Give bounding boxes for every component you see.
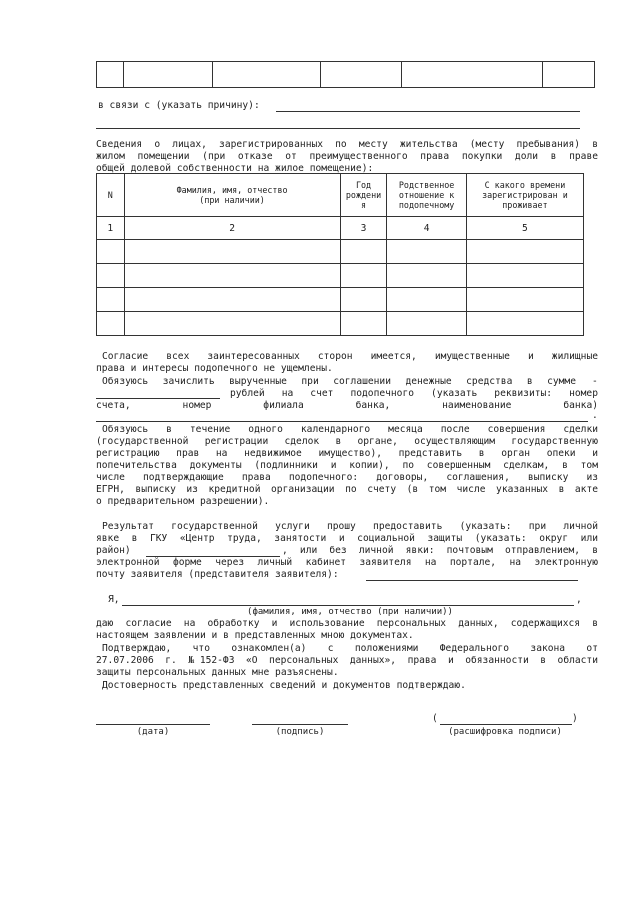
consent-line: права и интересы подопечного не ущемлены. <box>96 363 333 374</box>
submit-line: Обязуюсь в течение одного календарного месяца после совершения сделки <box>102 424 598 435</box>
personal-data-line: настоящем заявлении и в представленных мною документах. <box>96 630 414 641</box>
table-row <box>97 240 584 264</box>
email-input-line[interactable] <box>366 580 578 581</box>
transfer-dash: - <box>592 376 598 387</box>
personal-data-line: даю согласие на обработку и использование персональных данных, содержащихся в <box>96 618 598 629</box>
top-cell[interactable] <box>124 62 213 88</box>
decode-input-line[interactable] <box>440 724 572 725</box>
table-cell[interactable] <box>387 312 466 336</box>
top-cell[interactable] <box>542 62 594 88</box>
decode-open-paren: ( <box>432 713 438 724</box>
sum-input-line[interactable] <box>96 398 220 399</box>
table-cell[interactable] <box>340 288 387 312</box>
table-cell[interactable] <box>124 288 340 312</box>
submit-line: попечительства документы (подлинники и копии), по совершенным сделкам, в том <box>96 460 598 471</box>
decode-caption: (расшифровка подписи) <box>448 727 562 737</box>
header-relation-line: отношение к <box>398 190 455 200</box>
fio-caption: (фамилия, имя, отчество (при наличии)) <box>247 607 453 617</box>
header-relation <box>387 174 466 217</box>
date-input-line[interactable] <box>96 724 210 725</box>
result-line: почту заявителя (представителя заявителя): <box>96 569 339 580</box>
persons-intro-line: общей долевой собственности на жилое помещение): <box>96 163 374 174</box>
table-cell[interactable] <box>124 240 340 264</box>
table-row <box>97 264 584 288</box>
header-year <box>340 174 387 217</box>
header-name-line: Фамилия, имя, отчество <box>176 185 288 195</box>
header-num: N <box>97 174 125 217</box>
table-cell[interactable] <box>466 312 583 336</box>
top-cell[interactable] <box>213 62 321 88</box>
result-line: Результат государственной услуги прошу предоставить (указать: при личной <box>102 521 598 532</box>
bank-input-line[interactable] <box>96 421 588 422</box>
header-since-line: С какого времени <box>484 180 566 190</box>
col-number: 2 <box>124 217 340 240</box>
date-caption: (дата) <box>136 727 170 737</box>
submit-line: числе подтверждающие права подопечного: договоры, соглашения, выписку из <box>96 472 598 483</box>
result-line: , или без личной явки: почтовым отправлением, в <box>282 545 598 556</box>
consent-line: Согласие всех заинтересованных сторон имеется, имущественные и жилищные <box>102 351 598 362</box>
transfer-dot: . <box>592 410 598 421</box>
table-cell[interactable] <box>466 264 583 288</box>
table-cell[interactable] <box>340 312 387 336</box>
submit-line: (государственной регистрации сделок в органе, осуществляющим государственную <box>96 436 598 447</box>
table-cell[interactable] <box>387 240 466 264</box>
table-cell[interactable] <box>340 264 387 288</box>
col-number: 1 <box>97 217 125 240</box>
table-row <box>97 312 584 336</box>
table-cell[interactable] <box>387 264 466 288</box>
table-cell[interactable] <box>387 288 466 312</box>
top-table-fragment <box>96 61 595 88</box>
submit-line: ЕГРН, выписку из кредитной организации по счету (в том числе указанных в акте <box>96 484 598 495</box>
transfer-line: счета, номер филиала банка, наименование банка) <box>96 400 598 411</box>
col-number: 4 <box>387 217 466 240</box>
header-since <box>466 174 583 217</box>
top-cell[interactable] <box>401 62 542 88</box>
reason-input-line[interactable] <box>276 111 580 112</box>
table-cell[interactable] <box>466 288 583 312</box>
signature-caption: (подпись) <box>275 727 325 737</box>
transfer-line: Обязуюсь зачислить вырученные при соглашении денежные средства в сумме <box>102 376 576 387</box>
col-number: 3 <box>340 217 387 240</box>
transfer-line: рублей на счет подопечного (указать реквизиты: номер <box>230 388 598 399</box>
header-name-line: (при наличии) <box>199 195 265 205</box>
result-line: район) <box>96 545 131 556</box>
table-number-row <box>97 217 584 240</box>
table-cell[interactable] <box>340 240 387 264</box>
header-year-line: Год <box>355 180 372 190</box>
table-cell[interactable] <box>124 312 340 336</box>
header-year-line: я <box>360 200 367 210</box>
persons-table <box>96 173 584 336</box>
signature-input-line[interactable] <box>252 724 348 725</box>
table-cell[interactable] <box>97 312 125 336</box>
decode-close-paren: ) <box>572 713 578 724</box>
top-cell[interactable] <box>97 62 124 88</box>
personal-data-line: Достоверность представленных сведений и документов подтверждаю. <box>102 680 466 691</box>
ya-comma: , <box>576 594 582 605</box>
header-name <box>124 174 340 217</box>
persons-intro-line: Сведения о лицах, зарегистрированных по месту жительства (месту пребывания) в <box>96 139 598 150</box>
table-cell[interactable] <box>466 240 583 264</box>
table-header-row <box>97 174 584 217</box>
table-cell[interactable] <box>97 264 125 288</box>
submit-line: регистрацию прав на недвижимое имущество), представить в орган опеки и <box>96 448 598 459</box>
personal-data-line: защиты персональных данных мне разъяснены. <box>96 667 339 678</box>
header-relation-line: подопечному <box>398 200 455 210</box>
header-since-line: проживает <box>502 200 548 210</box>
personal-data-line: Подтверждаю, что ознакомлен(а) с положениями Федерального закона от <box>102 643 598 654</box>
ya-label: Я, <box>108 594 120 605</box>
header-since-line: зарегистрирован и <box>482 190 568 200</box>
col-number: 5 <box>466 217 583 240</box>
header-relation-line: Родственное <box>398 180 455 190</box>
submit-line: о предварительном разрешении). <box>96 496 270 507</box>
table-cell[interactable] <box>97 240 125 264</box>
result-line: явке в ГКУ «Центр труда, занятости и социальной защиты (указать: округ или <box>96 533 598 544</box>
result-line: электронной форме через личный кабинет заявителя на портале, на электронную <box>96 557 598 568</box>
top-cell[interactable] <box>321 62 401 88</box>
reason-input-line-2[interactable] <box>96 128 580 129</box>
header-year-line: рождени <box>345 190 382 200</box>
reason-label: в связи с (указать причину): <box>98 100 260 111</box>
table-cell[interactable] <box>97 288 125 312</box>
table-row <box>97 288 584 312</box>
personal-data-line: 27.07.2006 г. №152-ФЗ «О персональных данных», права и обязанности в области <box>96 655 598 666</box>
persons-intro-line: жилом помещении (при отказе от преимущественного права покупки доли в праве <box>96 151 598 162</box>
table-cell[interactable] <box>124 264 340 288</box>
